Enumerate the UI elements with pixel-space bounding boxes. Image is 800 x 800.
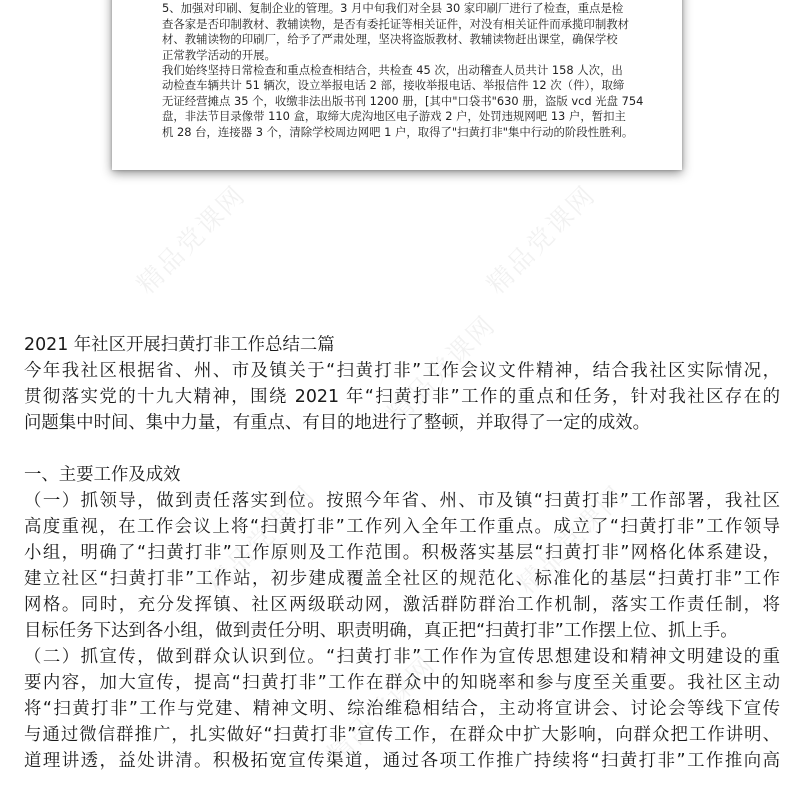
excerpt-line: 无证经营摊点 35 个，收缴非法出版书刊 1200 册，[其中"口袋书"630 册，盗版 vcd 光盘 754 (162, 93, 644, 108)
excerpt-line: 材、教辅读物的印刷厂，给予了严肃处理，坚决将盗版教材、教辅读物赶出课堂，确保学校 (162, 32, 618, 47)
paragraph-line: 小组，明确了“扫黄打非”工作原则及工作范围。积极落实基层“扫黄打非”网格化体系建设， (24, 543, 780, 563)
excerpt-line: 5、加强对印刷、复制企业的管理。3 月中旬我们对全县 30 家印刷厂进行了检查，重点是检 (162, 1, 624, 16)
excerpt-card (112, 0, 682, 170)
paragraph-line: 高度重视，在工作会议上将“扫黄打非”工作列入全年工作重点。成立了“扫黄打非”工作领导 (24, 517, 780, 537)
watermark: 精品党课网 (481, 180, 602, 301)
excerpt-line: 我们始终坚持日常检查和重点检查相结合，共检查 45 次，出动稽查人员共计 158 人次，出 (162, 63, 623, 78)
watermark: 精品党课网 (321, 650, 442, 771)
paragraph-gap (24, 436, 780, 462)
excerpt-line: 查各家是否印制教材、教辅读物，是否有委托证等相关证件，对没有相关证件而承揽印制教材 (162, 16, 630, 31)
excerpt-line: 正常教学活动的开展。 (162, 47, 276, 62)
paragraph-line: 道理讲透，益处讲清。积极拓宽宣传渠道，通过各项工作推广持续将“扫黄打非”工作推向高 (24, 751, 780, 771)
intro-line: 今年我社区根据省、州、市及镇关于“扫黄打非”工作会议文件精神，结合我社区实际情况， (24, 361, 780, 381)
watermark: 精品党课网 (381, 310, 502, 431)
excerpt-line: 盘，非法节目录像带 110 盒，取缔大虎沟地区电子游戏 2 户，处罚违规网吧 13 户，暂扣主 (162, 109, 626, 124)
excerpt-text (162, 0, 662, 140)
paragraph-line: （二）抓宣传，做到群众认识到位。“扫黄打非”工作作为宣传思想建设和精神文明建设的重 (24, 647, 780, 667)
paragraph-line: （一）抓领导，做到责任落实到位。按照今年省、州、市及镇“扫黄打非”工作部署，我社区 (24, 491, 780, 511)
excerpt-line: 机 28 台，连接器 3 个，清除学校周边网吧 1 户，取得了"扫黄打非"集中行动的阶段性胜利。 (162, 124, 634, 139)
watermark: 精品党课网 (131, 180, 252, 301)
paragraph-line: 要内容，加大宣传，提高“扫黄打非”工作在群众中的知晓率和参与度至关重要。我社区主动 (24, 673, 780, 693)
document-body (24, 332, 780, 774)
paragraph-line: 目标任务下达到各小组，做到责任分明、职责明确，真正把“扫黄打非”工作摆上位、抓上手。 (24, 621, 738, 641)
watermark: 精品党课网 (201, 480, 322, 601)
excerpt-line: 动检查车辆共计 51 辆次，设立举报电话 2 部，接收举报电话、举报信件 12 次（件），取缔 (162, 78, 625, 93)
intro-line: 贯彻落实党的十九大精神，围绕 2021 年“扫黄打非”工作的重点和任务，针对我社区存在的 (24, 387, 780, 407)
paragraph-line: 建立社区“扫黄打非”工作站，初步建成覆盖全社区的规范化、标准化的基层“扫黄打非”工作 (24, 569, 780, 589)
paragraph-line: 将“扫黄打非”工作与党建、精神文明、综治维稳相结合，主动将宣讲会、讨论会等线下宣传 (24, 699, 780, 719)
paragraph-line: 网格。同时，充分发挥镇、社区两级联动网，激活群防群治工作机制，落实工作责任制，将 (24, 595, 780, 615)
document-title: 2021 年社区开展扫黄打非工作总结二篇 (24, 335, 335, 355)
watermark: 精品党课网 (511, 480, 632, 601)
intro-line: 问题集中时间、集中力量，有重点、有目的地进行了整顿，并取得了一定的成效。 (24, 413, 651, 433)
section-heading: 一、主要工作及成效 (24, 465, 181, 485)
paragraph-line: 与通过微信群推广，扎实做好“扫黄打非”宣传工作，在群众中扩大影响，向群众把工作讲明、 (24, 725, 780, 745)
